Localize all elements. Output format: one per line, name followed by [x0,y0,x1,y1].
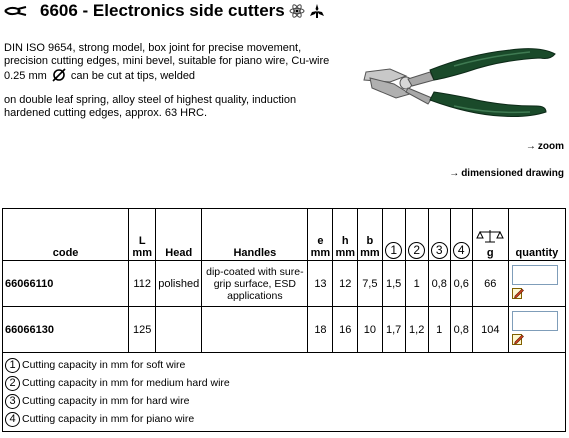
row-weight: 104 [472,307,508,353]
header-b: b mm [358,209,383,261]
legend-row-container [3,353,566,432]
table-header-row [3,209,566,261]
scale-icon [476,228,504,244]
row-head [156,307,202,353]
header-e: e mm [308,209,333,261]
pencil-icon[interactable] [512,333,524,345]
page-title: 6606 - Electronics side cutters [40,1,285,20]
circled-2-icon: 2 [5,376,20,391]
header-h: h mm [333,209,358,261]
row-length: 125 [129,307,156,353]
header-capacity-2 [405,209,428,261]
dimensioned-drawing-link[interactable] [449,168,564,179]
description-paragraph-1 [4,42,334,83]
header-capacity-4 [450,209,472,261]
legend-text: Cutting capacity in mm for medium hard wire [22,377,230,389]
specification-table [2,208,566,432]
side-cutter-icon [4,4,34,18]
row-code: 66066130 [3,307,129,353]
arrow-right-icon: → [449,168,460,179]
row-capacity-3: 0,8 [428,261,450,307]
header-length: L mm [129,209,156,261]
row-weight: 66 [472,261,508,307]
row-e: 13 [308,261,333,307]
header-handles: Handles [202,209,308,261]
row-b: 7,5 [358,261,383,307]
row-quantity [508,307,565,353]
circled-1-icon: 1 [385,242,402,259]
pencil-icon[interactable] [512,287,524,299]
legend [3,353,566,432]
description-line1: DIN ISO 9654, strong model, box joint for precise movement, precision cutting edges, mini bevel, suitable for piano wire, Cu-wire 0.25 mm [4,42,330,82]
diameter-icon [52,68,66,82]
dimensioned-drawing-link-label[interactable]: dimensioned drawing [461,168,564,179]
arrow-right-icon: → [525,141,536,152]
table-row [3,261,566,307]
row-capacity-4: 0,6 [450,261,472,307]
description-line1-end: can be cut at tips, welded [70,70,196,82]
row-h: 12 [333,261,358,307]
legend-text: Cutting capacity in mm for piano wire [22,413,195,425]
circled-1-icon: 1 [5,358,20,373]
zoom-link-label[interactable]: zoom [537,141,564,152]
circled-4-icon: 4 [5,412,20,427]
circled-4-icon: 4 [453,242,470,259]
page-header [4,0,325,22]
circled-3-icon: 3 [5,394,20,409]
zoom-link[interactable] [526,141,564,152]
row-handles [202,307,308,353]
row-capacity-3: 1 [428,307,450,353]
circled-3-icon: 3 [431,242,448,259]
row-h: 16 [333,307,358,353]
row-length: 112 [129,261,156,307]
header-capacity-3 [428,209,450,261]
row-capacity-4: 0,8 [450,307,472,353]
row-b: 10 [358,307,383,353]
atom-icon [289,3,305,19]
row-e: 18 [308,307,333,353]
table-row [3,307,566,353]
product-image[interactable] [350,36,560,122]
product-description [4,42,334,120]
row-capacity-1: 1,5 [382,261,405,307]
legend-text: Cutting capacity in mm for soft wire [22,359,186,371]
row-capacity-2: 1,2 [405,307,428,353]
row-code: 66066110 [3,261,129,307]
legend-item [5,392,563,410]
legend-text: Cutting capacity in mm for hard wire [22,395,190,407]
row-handles: dip-coated with sure-grip surface, ESD applications [202,261,308,307]
row-capacity-1: 1,7 [382,307,405,353]
header-code: code [3,209,129,261]
esd-icon [309,3,325,19]
legend-item [5,410,563,428]
header-capacity-1 [382,209,405,261]
row-capacity-2: 1 [405,261,428,307]
row-quantity [508,261,565,307]
header-weight: g [472,209,508,261]
quantity-input[interactable] [512,265,558,285]
legend-item [5,356,563,374]
description-line2: on double leaf spring, alloy steel of highest quality, induction hardened cutting edges, approx. 63 HRC. [4,94,297,119]
legend-item [5,374,563,392]
header-head: Head [156,209,202,261]
quantity-input[interactable] [512,311,558,331]
circled-2-icon: 2 [408,242,425,259]
header-quantity: quantity [508,209,565,261]
row-head: polished [156,261,202,307]
